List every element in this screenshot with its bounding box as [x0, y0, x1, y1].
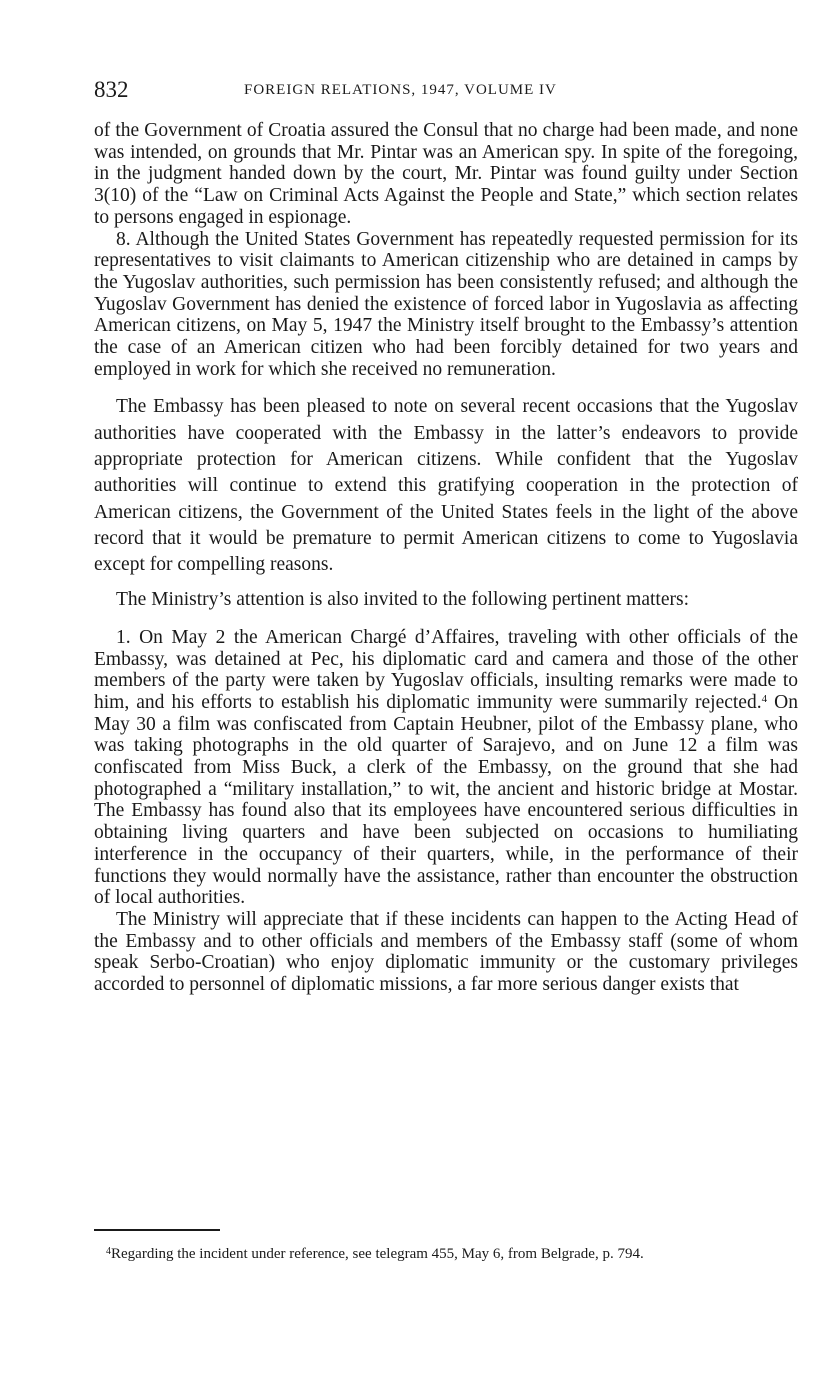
footnote-rule	[94, 1229, 220, 1231]
item-1-continued: On May 30 a film was confiscated from Captain Heubner, pilot of the Embassy plane, who was taking photographs in the old quarter of Sarajevo, and on June 12 a film was confiscated from Miss Buck, a clerk of the Embassy, on the ground that she had photographed a “military installation,” to wit, the ancient and historic bridge at Mostar. The Embassy has found also that its employees have encountered serious difficulties in obtaining living quarters and have been subjected on occasions to humiliating interference in the occupancy of their quarters, while, in the performance of their functions they would normally have the assistance, rather than encounter the obstruction of local authorities.	[94, 691, 798, 909]
page-header	[94, 76, 794, 104]
footnote-text: Regarding the incident under reference, see telegram 455, May 6, from Belgrade, p. 794.	[111, 1246, 644, 1262]
paragraph-pertinent-matters: The Ministry’s attention is also invited to the following pertinent matters:	[116, 588, 689, 610]
paragraph-item-1	[94, 627, 798, 909]
running-head: FOREIGN RELATIONS, 1947, VOLUME IV	[244, 82, 557, 98]
footnote	[94, 1244, 794, 1264]
footnote-reference: 4	[761, 692, 768, 705]
body-text	[94, 120, 798, 996]
footnote-marker: 4	[106, 1246, 111, 1257]
paragraph-ministry-appreciate: The Ministry will appreciate that if these incidents can happen to the Acting Head of the Embassy and to other officials and members of the Embassy staff (some of whom speak Serbo-Croatian) who enjoy diplomatic immunity or the customary privileges accorded to personnel of diplomatic missions, a far more serious danger exists that	[94, 908, 798, 996]
item-1-text: 1. On May 2 the American Chargé d’Affaires, traveling with other officials of the Embassy, was detained at Pec, his diplomatic card and camera and those of the other members of the party were taken by Yugoslav officials, insulting remarks were made to him, and his efforts to establish his diplomatic immunity were summarily rejected.	[94, 626, 798, 713]
paragraph-item-8: 8. Although the United States Government has repeatedly requested permission for its representatives to visit claimants to American citizenship who are detained in camps by the Yugoslav authorities, such permission has been consistently refused; and although the Yugoslav Government has denied the existence of forced labor in Yugoslavia as affecting American citizens, on May 5, 1947 the Ministry itself brought to the Embassy’s attention the case of an American citizen who had been forcibly detained for two years and employed in work for which she received no remuneration.	[94, 228, 798, 380]
paragraph-continuation: of the Government of Croatia assured the Consul that no charge had been made, and none was intended, on grounds that Mr. Pintar was an American spy. In spite of the foregoing, in the judgment handed down by the court, Mr. Pintar was found guilty under Section 3(10) of the “Law on Criminal Acts Against the People and State,” which section relates to persons engaged in espionage.	[94, 120, 798, 228]
page-number: 832	[94, 77, 129, 102]
paragraph-embassy-cooperation: The Embassy has been pleased to note on several recent occasions that the Yugoslav authorities have cooperated with the Embassy in the latter’s endeavors to provide appropriate protection for American citizens. While confident that the Yugoslav authorities will continue to extend this gratifying cooperation in the protection of American citizens, the Government of the United States feels in the light of the above record that it would be premature to permit American citizens to come to Yugoslavia except for compelling reasons.	[94, 396, 798, 576]
